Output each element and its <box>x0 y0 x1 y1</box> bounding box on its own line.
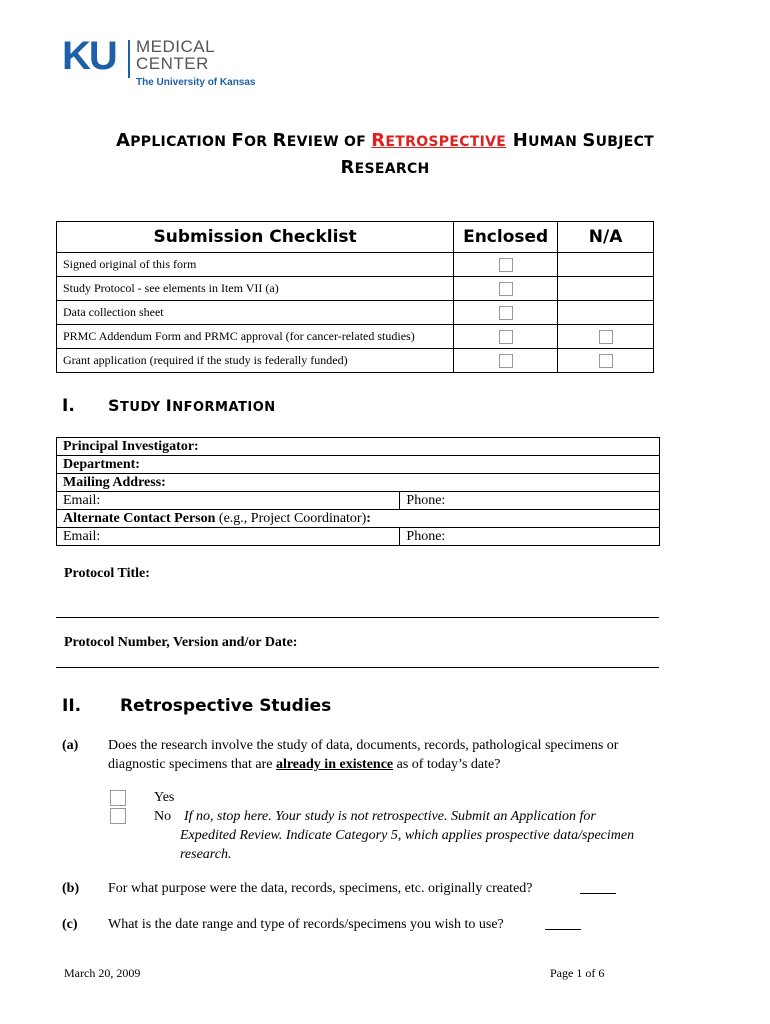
enclosed-checkbox[interactable] <box>499 282 513 296</box>
enclosed-checkbox[interactable] <box>499 354 513 368</box>
logo-divider <box>128 40 130 78</box>
checklist-row <box>57 301 654 325</box>
checklist-row <box>57 349 654 373</box>
logo-line1: MEDICAL <box>136 37 216 56</box>
question-a-text: Does the research involve the study of data, documents, records, pathological specimens or diagnostic specimens that are already in existence as of today’s date? <box>108 738 619 772</box>
email-label-2: Email: <box>57 528 400 546</box>
no-checkbox[interactable] <box>110 808 126 824</box>
section-2-heading: II. Retrospective Studies <box>62 696 332 716</box>
yes-checkbox[interactable] <box>110 790 126 806</box>
checklist-row <box>57 325 654 349</box>
protocol-title-line[interactable] <box>56 617 659 618</box>
enclosed-checkbox[interactable] <box>499 306 513 320</box>
logo-medical-center <box>136 38 215 72</box>
principal-investigator-label: Principal Investigator: <box>63 439 199 454</box>
na-header: N/A <box>558 222 654 253</box>
enclosed-checkbox[interactable] <box>499 258 513 272</box>
checklist-row <box>57 277 654 301</box>
na-checkbox[interactable] <box>599 330 613 344</box>
email-label: Email: <box>57 492 400 510</box>
no-instruction: If no, stop here. Your study is not retrospective. Submit an Application for <box>184 809 596 824</box>
phone-label-2: Phone: <box>400 528 660 546</box>
protocol-number-label: Protocol Number, Version and/or Date: <box>64 635 298 650</box>
logo-university: The University of Kansas <box>136 77 256 88</box>
checklist-item-label: Signed original of this form <box>57 253 454 277</box>
checklist-item-label: PRMC Addendum Form and PRMC approval (for cancer-related studies) <box>57 325 454 349</box>
answer-c-blank[interactable] <box>545 929 581 930</box>
enclosed-checkbox[interactable] <box>499 330 513 344</box>
question-c-text: What is the date range and type of records/specimens you wish to use? <box>108 917 504 932</box>
alternate-contact-label: Alternate Contact Person (e.g., Project Coordinator): <box>57 510 660 528</box>
footer-page-number: Page 1 of 6 <box>550 966 605 980</box>
study-information-table <box>56 437 660 546</box>
question-c-label: (c) <box>62 917 78 932</box>
checklist-header: Submission Checklist <box>57 222 454 253</box>
checklist-item-label: Study Protocol - see elements in Item VII (a) <box>57 277 454 301</box>
question-b-text: For what purpose were the data, records, specimens, etc. originally created? <box>108 881 533 896</box>
question-b-label: (b) <box>62 881 80 896</box>
title-retrospective: RETROSPECTIVE <box>371 130 507 151</box>
mailing-address-label: Mailing Address: <box>63 475 166 490</box>
document-title: APPLICATION FOR REVIEW OF RETROSPECTIVE HUMAN SUBJECT RESEARCH <box>115 130 655 178</box>
no-label: No <box>154 809 172 824</box>
enclosed-header: Enclosed <box>454 222 558 253</box>
submission-checklist-table <box>56 221 654 373</box>
question-a-label: (a) <box>62 738 79 753</box>
logo-ku: KU <box>62 34 116 78</box>
footer-date: March 20, 2009 <box>64 966 141 980</box>
answer-b-blank[interactable] <box>580 893 616 894</box>
yes-label: Yes <box>154 790 175 805</box>
protocol-number-line[interactable] <box>56 667 659 668</box>
logo-line2: CENTER <box>136 54 209 73</box>
protocol-title-label: Protocol Title: <box>64 566 150 581</box>
ku-medical-center-logo <box>62 36 262 92</box>
checklist-row <box>57 253 654 277</box>
phone-label: Phone: <box>400 492 660 510</box>
na-checkbox[interactable] <box>599 354 613 368</box>
department-label: Department: <box>63 457 140 472</box>
checklist-item-label: Grant application (required if the study is federally funded) <box>57 349 454 373</box>
checklist-item-label: Data collection sheet <box>57 301 454 325</box>
section-1-heading: I. STUDY INFORMATION <box>62 396 276 416</box>
no-instruction-cont: Expedited Review. Indicate Category 5, which applies prospective data/specimen research. <box>180 828 635 862</box>
